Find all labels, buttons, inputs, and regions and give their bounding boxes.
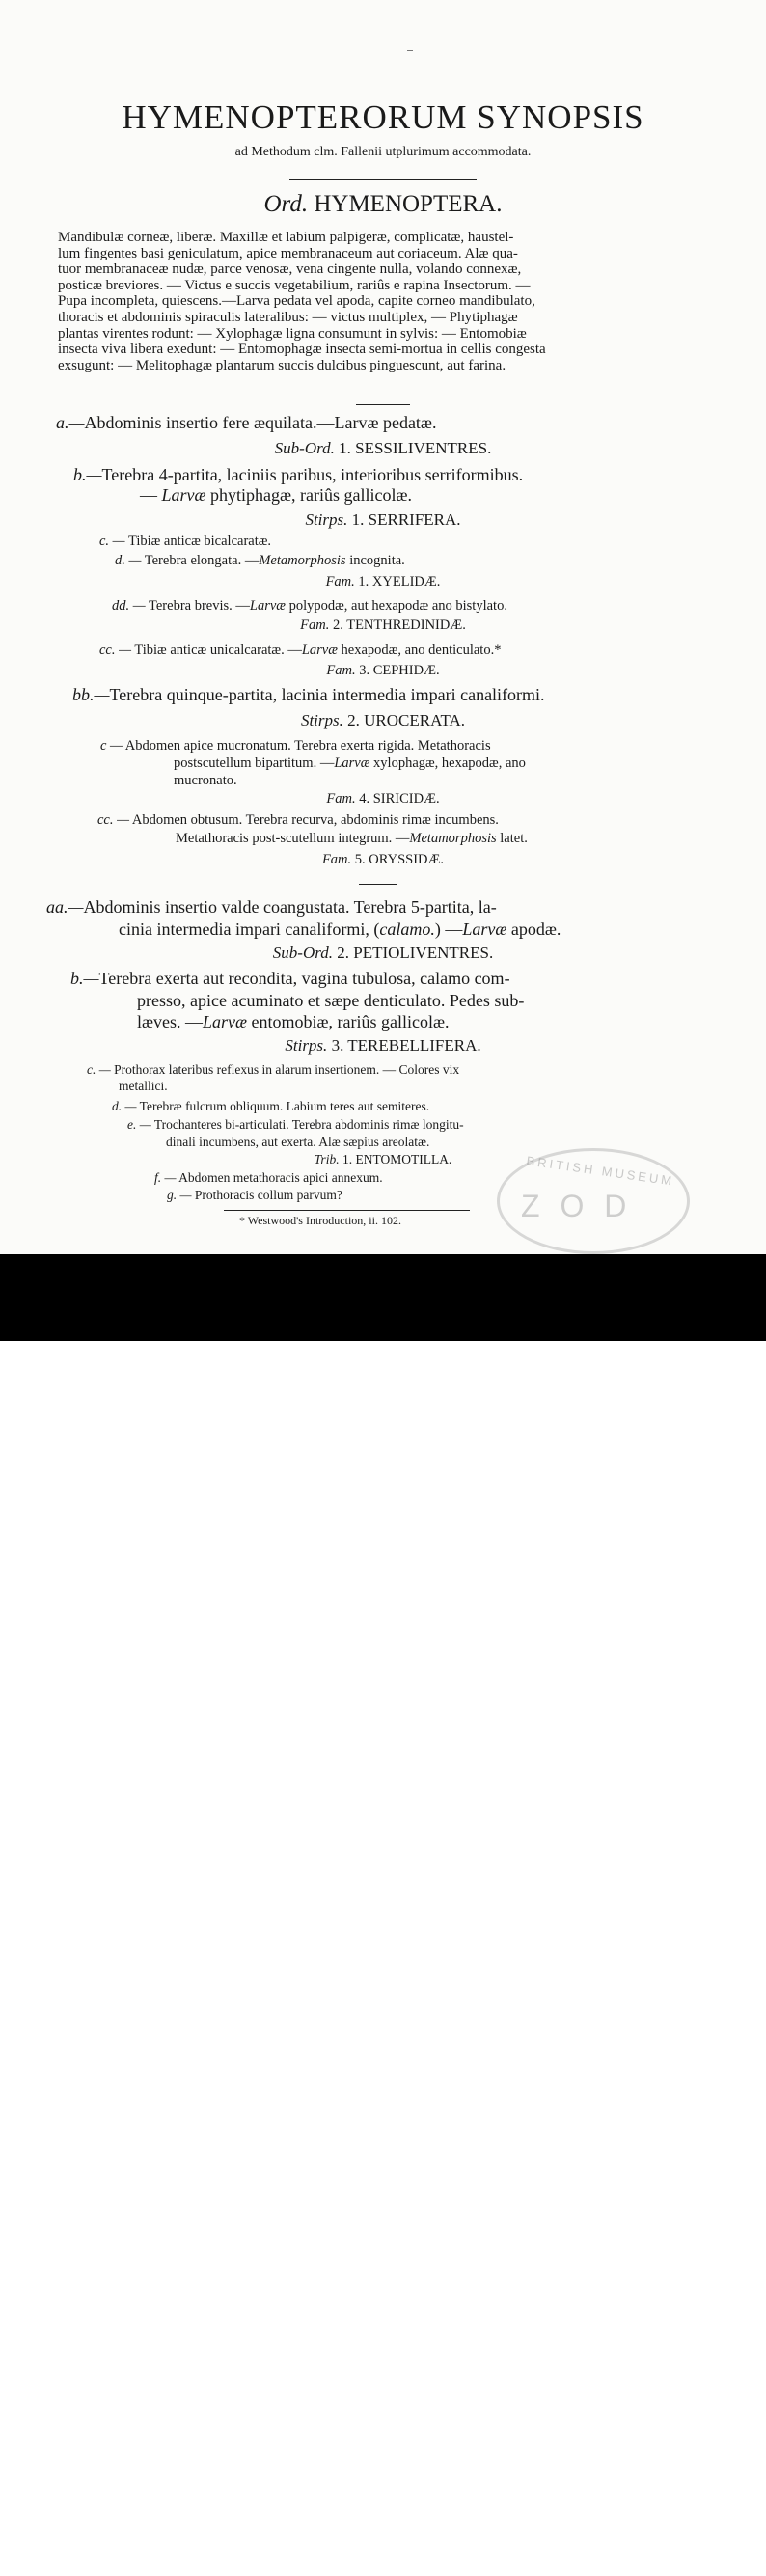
couplet-c1: c. — Tibiæ anticæ bicalcaratæ. <box>99 534 272 549</box>
suborder-prefix: Sub-Ord. <box>274 439 335 457</box>
suborder-name: 1. SESSILIVENTRES. <box>339 439 492 457</box>
image-info <box>604 2534 743 2576</box>
intro-line: Pupa incompleta, quiescens.—Larva pedata vel apoda, capite corneo mandibulato, <box>58 293 535 310</box>
family-2-heading: Fam. 2. TENTHREDINIDÆ. <box>300 617 466 633</box>
couplet-d1: d. — Terebra elongata. —Metamorphosis incognita. <box>115 553 405 568</box>
couplet-aa: aa.—Abdominis insertio valde coangustata. Terebra 5-partita, la- <box>46 897 497 917</box>
couplet-e-line2: dinali incumbens, aut exerta. Alæ sæpius areolatæ. <box>166 1135 430 1149</box>
family-4-heading: Fam. 4. SIRICIDÆ. <box>326 791 440 807</box>
order-name: HYMENOPTERA. <box>314 191 503 217</box>
couplet-b <box>73 465 523 485</box>
couplet-b2: b.—Terebra exerta aut recondita, vagina tubulosa, calamo com- <box>70 969 510 988</box>
couplet-f: f. — Abdomen metathoracis apici annexum. <box>154 1170 383 1185</box>
section-rule <box>356 404 410 405</box>
page-subtitle: ad Methodum clm. Fallenii utplurimum accommodata. <box>234 145 532 159</box>
intro-paragraph <box>58 230 656 373</box>
intro-line: plantas virentes rodunt: — Xylophagæ ligna consumunt in sylvis: — Entomobiæ <box>58 325 527 342</box>
couplet-d3: d. — Terebræ fulcrum obliquum. Labium teres aut semiteres. <box>112 1099 430 1113</box>
intro-line: lum fingentes basi geniculatum, apice membranaceum aut coriaceum. Alæ qua- <box>58 245 518 261</box>
intro-line: exsugunt: — Melitophagæ plantarum succis dulcibus pinguescunt, aut farina. <box>58 357 506 373</box>
couplet-c2: c — Abdomen apice mucronatum. Terebra exerta rigida. Metathoracis <box>100 738 491 754</box>
couplet-g: g. — Prothoracis collum parvum? <box>167 1188 342 1202</box>
couplet-c2-line3: mucronato. <box>174 773 237 788</box>
couplet-cc2: cc. — Abdomen obtusum. Terebra recurva, abdominis rimæ incumbens. <box>97 812 499 828</box>
section-rule <box>359 884 397 885</box>
intro-line: Mandibulæ corneæ, liberæ. Maxillæ et labium palpigeræ, complicatæ, haustel- <box>58 230 514 245</box>
intro-line: posticæ breviores. — Victus e succis vegetabilium, rariûs e rapina Insectorum. — <box>58 277 531 293</box>
intro-line: thoracis et abdominis spiraculis lateralibus: — victus multiplex, — Phytiphagæ <box>58 309 518 325</box>
suborder-1-heading <box>0 439 766 458</box>
document-page <box>0 0 766 1254</box>
family-1-heading: Fam. 1. XYELIDÆ. <box>325 574 441 589</box>
family-5-heading: Fam. 5. ORYSSIDÆ. <box>321 852 445 867</box>
couplet-c3-line2: metallici. <box>119 1079 168 1093</box>
couplet-text: Abdominis insertio fere æquilata.—Larvæ pedatæ. <box>84 413 437 432</box>
intro-line: insecta viva libera exedunt: — Entomophagæ insecta semi-mortua in cellis congesta <box>58 342 546 358</box>
stirps-3-heading: Stirps. 3. TEREBELLIFERA. <box>285 1036 481 1055</box>
couplet-key: b.— <box>73 465 102 484</box>
site-url[interactable]: www.alamy.com <box>625 2556 743 2574</box>
couplet-b2-line3: læves. —Larvæ entomobiæ, rariûs gallicolæ. <box>137 1012 450 1031</box>
order-heading <box>0 191 766 218</box>
couplet-b2-line2: presso, apice acuminato et sæpe denticulato. Pedes sub- <box>137 991 525 1010</box>
couplet-c3: c. — Prothorax lateribus reflexus in alarum insertionem. — Colores vix <box>87 1062 460 1077</box>
couplet-bb: bb.—Terebra quinque-partita, lacinia intermedia impari canaliformi. <box>72 685 545 704</box>
footnote-rule <box>224 1210 470 1211</box>
couplet-b-line2: — Larvæ phytiphagæ, rariûs gallicolæ. <box>140 485 412 505</box>
footnote: * Westwood's Introduction, ii. 102. <box>239 1214 401 1227</box>
museum-stamp-letters: Z O D <box>521 1189 633 1223</box>
image-id: Image ID: J8CYTG <box>604 2535 743 2553</box>
family-3-heading: Fam. 3. CEPHIDÆ. <box>326 663 440 678</box>
stirps-1-heading: Stirps. 1. SERRIFERA. <box>305 510 461 529</box>
couplet-aa-line2: cinia intermedia impari canaliformi, (calamo.) —Larvæ apodæ. <box>119 919 561 939</box>
title-rule <box>289 179 477 180</box>
intro-line: tuor membranaceæ nudæ, parce venosæ, vena cingente nulla, volando connexæ, <box>58 261 522 278</box>
alamy-logo[interactable]: alamy <box>17 2526 133 2573</box>
couplet-key: a.— <box>56 413 85 432</box>
museum-stamp-label: BRITISH MUSEUM <box>525 1153 675 1189</box>
couplet-e: e. — Trochanteres bi-articulati. Terebra abdominis rimæ longitu- <box>127 1117 464 1132</box>
suborder-2-heading: Sub-Ord. 2. PETIOLIVENTRES. <box>272 944 494 962</box>
tribe-1-heading: Trib. 1. ENTOMOTILLA. <box>314 1152 452 1166</box>
couplet-cc1: cc. — Tibiæ anticæ unicalcaratæ. —Larvæ hexapodæ, ano denticulato.* <box>99 643 502 658</box>
watermark-bar <box>0 1254 766 2574</box>
order-prefix: Ord. <box>263 191 309 217</box>
top-mark <box>407 50 413 51</box>
couplet-dd: dd. — Terebra brevis. —Larvæ polypodæ, aut hexapodæ ano bistylato. <box>112 598 507 614</box>
couplet-a <box>56 413 436 433</box>
couplet-c2-line2: postscutellum bipartitum. —Larvæ xylophagæ, hexapodæ, ano <box>174 755 526 771</box>
couplet-cc2-line2: Metathoracis post-scutellum integrum. —Metamorphosis latet. <box>176 831 528 846</box>
couplet-text: Terebra 4-partita, laciniis paribus, interioribus serriformibus. <box>101 465 524 484</box>
stirps-2-heading: Stirps. 2. UROCERATA. <box>300 711 466 729</box>
page-title: HYMENOPTERORUM SYNOPSIS <box>122 98 644 136</box>
